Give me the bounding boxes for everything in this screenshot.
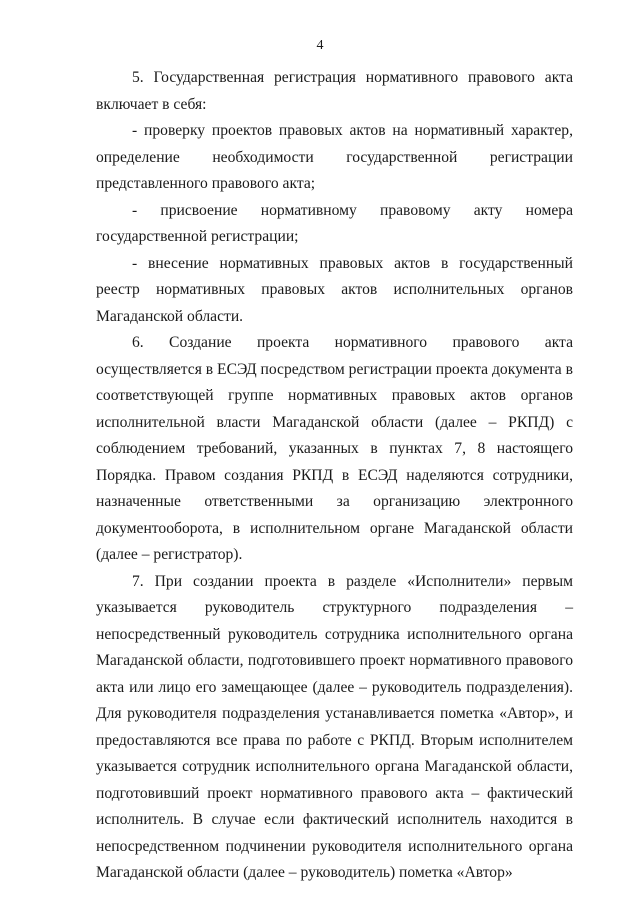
- document-body: [96, 65, 573, 887]
- page-number: 4: [316, 38, 324, 53]
- paragraph-7: 7. При создании проекта в разделе «Исполнители» первым указывается руководитель структурного подразделения – непосредственный руководитель сотрудника исполнительного органа Магаданской области, подготовившего проект нормативного правового акта или лицо его замещающее (далее – руководитель подразделения). Для руководителя подразделения устанавливается пометка «Автор», и предоставляются все права по работе с РКПД. Вторым исполнителем указывается сотрудник исполнительного органа Магаданской области, подготовивший проект нормативного правового акта – фактический исполнитель. В случае если фактический исполнитель находится в непосредственном подчинении руководителя исполнительного органа Магаданской области (далее – руководитель) пометка «Автор»: [96, 572, 573, 881]
- paragraph-6: 6. Создание проекта нормативного правового акта осуществляется в ЕСЭД посредством регистрации проекта документа в соответствующей группе нормативных правовых актов органов исполнительной власти Магаданской области (далее – РКПД) с соблюдением требований, указанных в пунктах 7, 8 настоящего Порядка. Правом создания РКПД в ЕСЭД наделяются сотрудники, назначенные ответственными за организацию электронного документооборота, в исполнительном органе Магаданской области (далее – регистратор).: [96, 334, 573, 563]
- list-item-register-entry: - внесение нормативных правовых актов в государственный реестр нормативных правовых актов исполнительных органов Магаданской области.: [96, 254, 573, 325]
- list-item-assign-number: - присвоение нормативному правовому акту номера государственной регистрации;: [96, 201, 573, 245]
- paragraph-5-intro: 5. Государственная регистрация нормативного правового акта включает в себя:: [96, 69, 573, 113]
- list-item-check-projects: - проверку проектов правовых актов на нормативный характер, определение необходимости государственной регистрации представленного правового акта;: [96, 122, 573, 192]
